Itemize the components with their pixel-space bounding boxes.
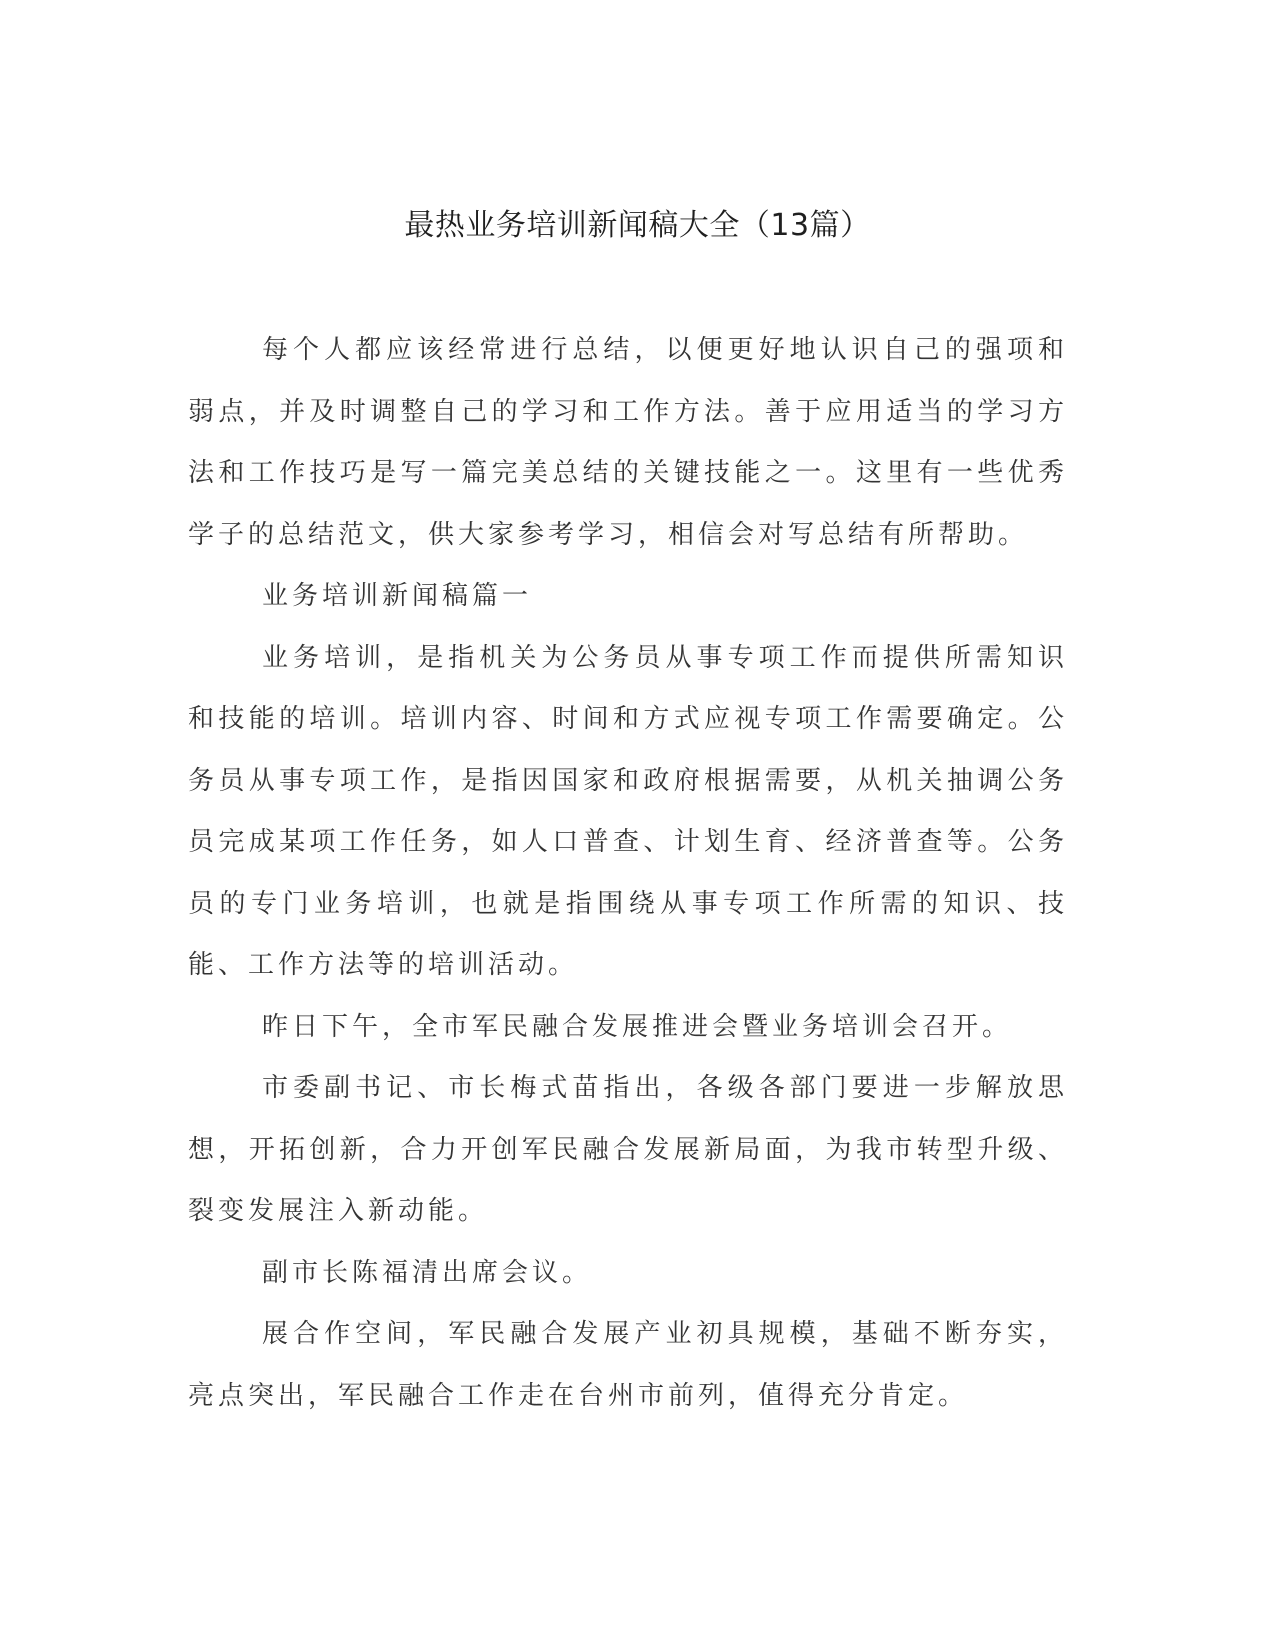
document-body [188,320,1068,1427]
body-paragraph: 业务培训，是指机关为公务员从事专项工作而提供所需知识和技能的培训。培训内容、时间和方式应视专项工作需要确定。公务员从事专项工作，是指因国家和政府根据需要，从机关抽调公务员完成某项工作任务，如人口普查、计划生育、经济普查等。公务员的专门业务培训，也就是指围绕从事专项工作所需的知识、技能、工作方法等的培训活动。 [188,642,1068,980]
section-heading: 业务培训新闻稿篇一 [262,581,533,611]
body-paragraph: 市委副书记、市长梅式苗指出，各级各部门要进一步解放思想，开拓创新，合力开创军民融合发展新局面，为我市转型升级、裂变发展注入新动能。 [188,1073,1068,1226]
body-paragraph: 展合作空间，军民融合发展产业初具规模，基础不断夯实，亮点突出，军民融合工作走在台州市前列，值得充分肯定。 [188,1319,1068,1411]
body-paragraph: 副市长陈福清出席会议。 [262,1257,593,1288]
page-title: 最热业务培训新闻稿大全（13篇） [404,208,871,243]
intro-paragraph: 每个人都应该经常进行总结，以便更好地认识自己的强项和弱点，并及时调整自己的学习和工作方法。善于应用适当的学习方法和工作技巧是写一篇完美总结的关键技能之一。这里有一些优秀学子的总结范文，供大家参考学习，相信会对写总结有所帮助。 [188,335,1068,550]
body-paragraph: 昨日下午，全市军民融合发展推进会暨业务培训会召开。 [262,1011,1013,1042]
